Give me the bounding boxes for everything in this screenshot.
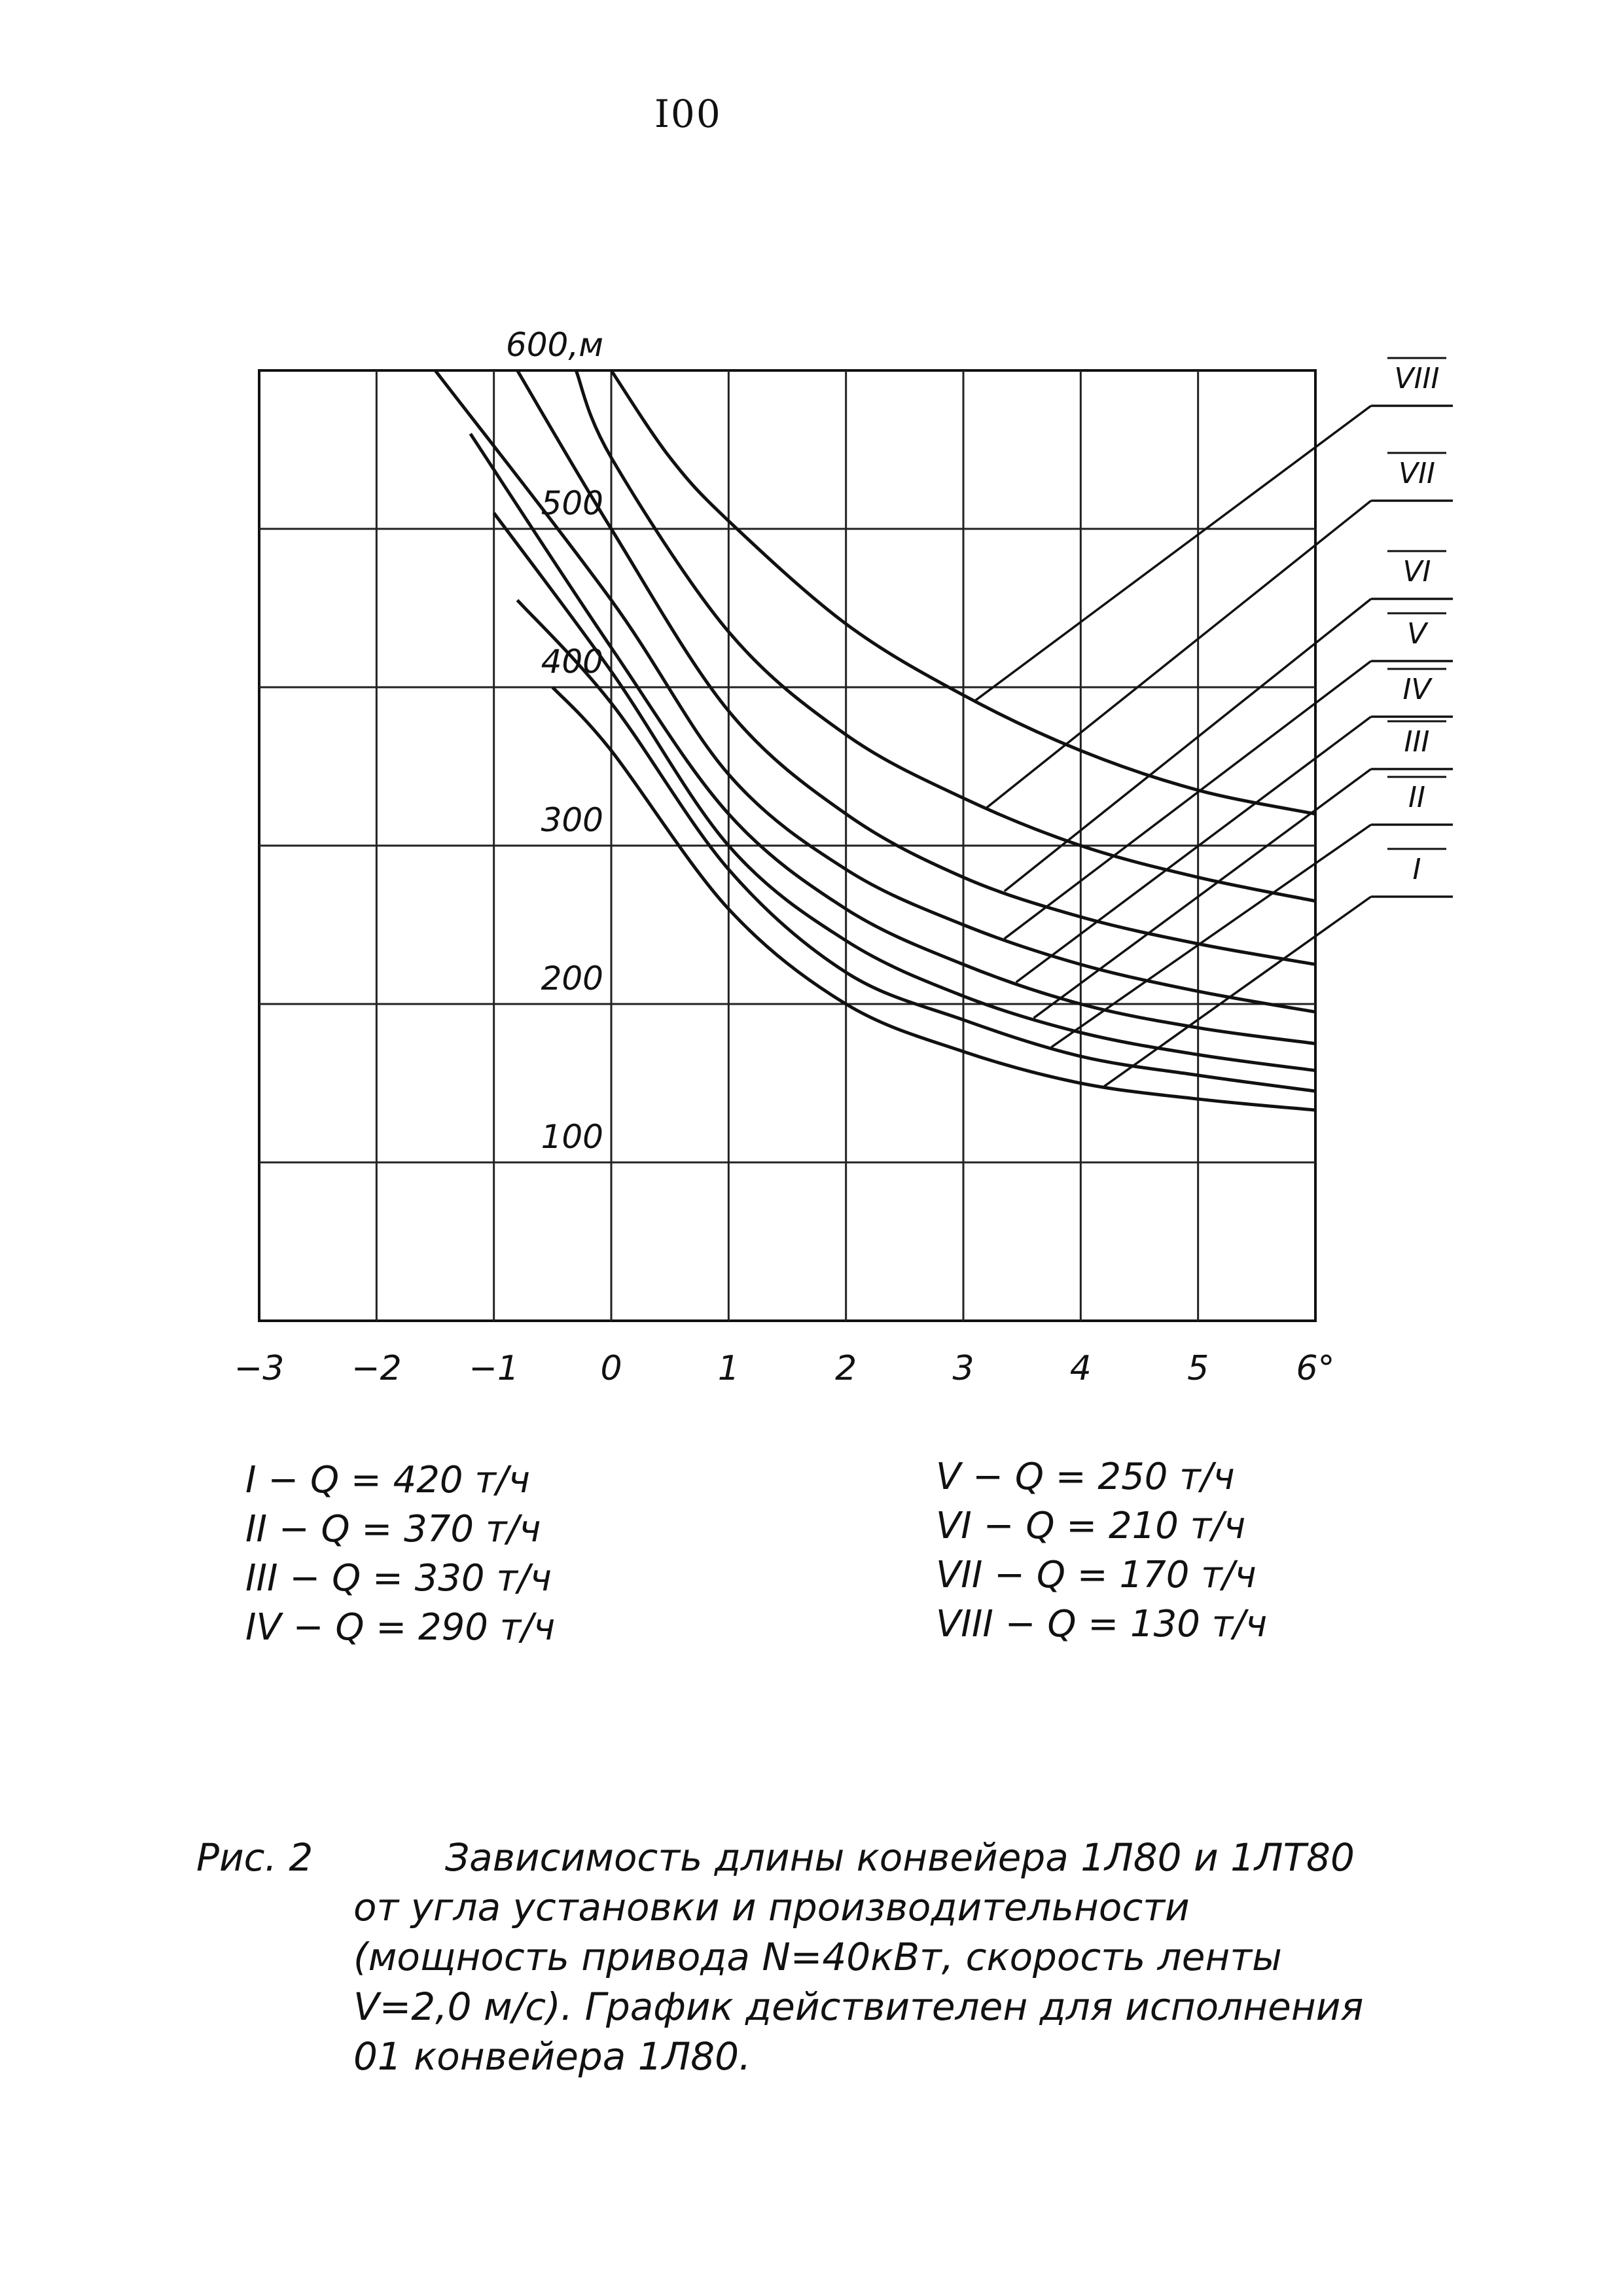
leader-line-iii (1034, 769, 1371, 1018)
leader-line-ii (1052, 825, 1372, 1047)
series-label-viii: VIII (1394, 362, 1440, 395)
series-i-curve (552, 687, 1315, 1110)
y-tick-label: 600,м (505, 326, 603, 364)
legend-entry-right: V − Q = 250 т/ч (936, 1456, 1235, 1498)
y-tick-label: 300 (541, 801, 603, 839)
x-tick-label: −2 (351, 1349, 402, 1388)
x-tick-label: 0 (600, 1349, 622, 1388)
figure-label: Рис. 2 (196, 1835, 313, 1880)
caption-line: от угла установки и производительности (353, 1885, 1190, 1929)
series-label-vi: VI (1402, 555, 1431, 588)
legend-entry-right: VI − Q = 210 т/ч (936, 1505, 1246, 1547)
caption-line: (мощность привода N=40кВт, скорость ленты (353, 1935, 1282, 1979)
series-iii-curve (494, 513, 1315, 1071)
series-label-iii: III (1404, 725, 1430, 759)
series-label-i: I (1412, 853, 1421, 886)
page-number: I00 (654, 92, 722, 136)
y-tick-label: 400 (541, 643, 603, 681)
y-tick-label: 100 (541, 1118, 603, 1156)
series-label-ii: II (1408, 781, 1425, 814)
y-tick-label: 500 (541, 484, 603, 522)
chart-leaders (975, 358, 1453, 1086)
legend-entry-left: II − Q = 370 т/ч (245, 1508, 541, 1551)
leader-line-i (1104, 897, 1371, 1086)
x-tick-label: −1 (469, 1349, 519, 1388)
x-tick-label: 3 (952, 1349, 974, 1388)
x-tick-label: 5 (1187, 1349, 1209, 1388)
y-tick-label: 200 (541, 960, 603, 997)
x-tick-label: 1 (717, 1349, 740, 1388)
series-v-curve (435, 370, 1315, 1012)
chart-grid (259, 370, 1315, 1321)
x-tick-label: −3 (234, 1349, 285, 1388)
leader-line-vii (987, 501, 1371, 808)
legend-entry-left: I − Q = 420 т/ч (245, 1459, 530, 1501)
series-label-v: V (1406, 617, 1427, 651)
legend-entry-right: VII − Q = 170 т/ч (936, 1554, 1257, 1596)
leader-line-viii (975, 406, 1371, 701)
series-vii-curve (576, 370, 1315, 901)
x-tick-label: 4 (1069, 1349, 1092, 1388)
caption-line: V=2,0 м/с). График действителен для исполнения (353, 1984, 1364, 2029)
chart-legend (245, 1456, 1267, 1649)
x-tick-label: 2 (835, 1349, 857, 1388)
chart-series (435, 370, 1315, 1110)
series-label-vii: VII (1398, 457, 1436, 490)
legend-entry-left: IV − Q = 290 т/ч (245, 1606, 556, 1649)
series-label-iv: IV (1402, 673, 1431, 706)
chart-labels (234, 326, 1440, 1388)
legend-entry-right: VIII − Q = 130 т/ч (936, 1603, 1268, 1645)
legend-entry-left: III − Q = 330 т/ч (245, 1557, 552, 1600)
caption-line: Зависимость длины конвейера 1Л80 и 1ЛТ80 (445, 1835, 1355, 1880)
caption-line: 01 конвейера 1Л80. (353, 2034, 751, 2079)
x-tick-label: 6° (1296, 1349, 1335, 1388)
